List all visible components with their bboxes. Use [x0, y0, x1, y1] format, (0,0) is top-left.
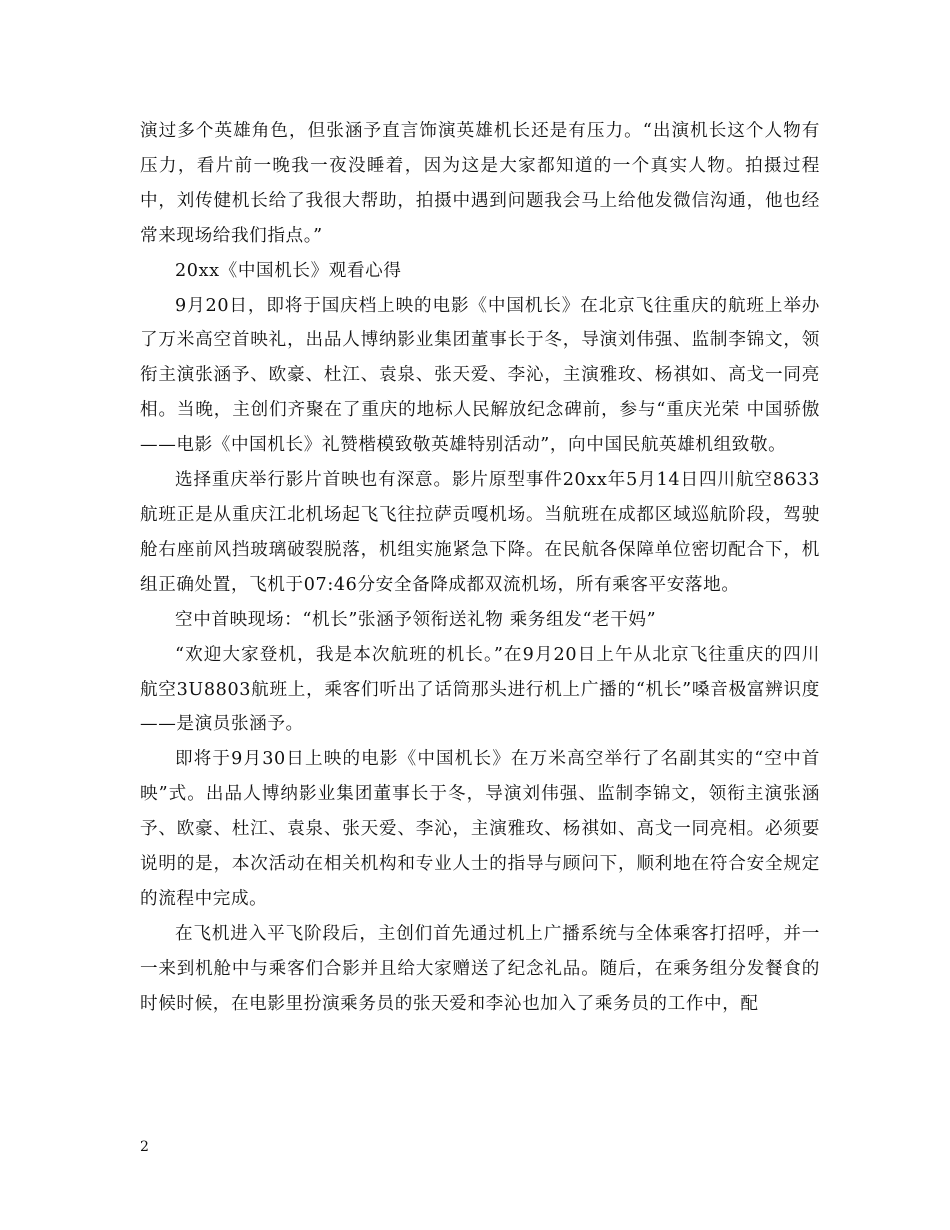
- paragraph: 9月20日，即将于国庆档上映的电影《中国机长》在北京飞往重庆的航班上举办了万米高空首映礼，出品人博纳影业集团董事长于冬，导演刘伟强、监制李锦文，领衔主演张涵予、欧豪、杜江、袁泉、张天爱、李沁，主演雅玫、杨祺如、高戈一同亮相。当晚，主创们齐聚在了重庆的地标人民解放纪念碑前，参与“重庆光荣 中国骄傲——电影《中国机长》礼赞楷模致敬英雄特别活动”，向中国民航英雄机组致敬。: [140, 295, 820, 456]
- paragraph: 选择重庆举行影片首映也有深意。影片原型事件20xx年5月14日四川航空8633航班正是从重庆江北机场起飞飞往拉萨贡嘎机场。当航班在成都区域巡航阶段，驾驶舱右座前风挡玻璃破裂脱落，机组实施紧急下降。在民航各保障单位密切配合下，机组正确处置，飞机于07:46分安全备降成都双流机场，所有乘客平安落地。: [140, 470, 820, 595]
- paragraph: “欢迎大家登机，我是本次航班的机长。”在9月20日上午从北京飞往重庆的四川航空3U8803航班上，乘客们听出了话筒那头进行机上广播的“机长”嗓音极富辨识度——是演员张涵予。: [140, 644, 820, 735]
- paragraph: 在飞机进入平飞阶段后，主创们首先通过机上广播系统与全体乘客打招呼，并一一来到机舱中与乘客们合影并且给大家赠送了纪念礼品。随后，在乘务组分发餐食的时候时候，在电影里扮演乘务员的张天爱和李沁也加入了乘务员的工作中，配: [140, 923, 820, 1014]
- section-heading: 空中首映现场：“机长”张涵予领衔送礼物 乘务组发“老干妈”: [175, 609, 657, 630]
- section-heading: 20xx《中国机长》观看心得: [175, 260, 402, 281]
- document-body: [140, 114, 820, 1022]
- paragraph: 即将于9月30日上映的电影《中国机长》在万米高空举行了名副其实的“空中首映”式。出品人博纳影业集团董事长于冬，导演刘伟强、监制李锦文，领衔主演张涵予、欧豪、杜江、袁泉、张天爱、李沁，主演雅玫、杨祺如、高戈一同亮相。必须要说明的是，本次活动在相关机构和专业人士的指导与顾问下，顺利地在符合安全规定的流程中完成。: [140, 749, 820, 909]
- page-number: 2: [140, 1139, 149, 1155]
- paragraph-continuation: 演过多个英雄角色，但张涵予直言饰演英雄机长还是有压力。“出演机长这个人物有压力，看片前一晚我一夜没睡着，因为这是大家都知道的一个真实人物。拍摄过程中，刘传健机长给了我很大帮助，拍摄中遇到问题我会马上给他发微信沟通，他也经常来现场给我们指点。”: [140, 121, 820, 246]
